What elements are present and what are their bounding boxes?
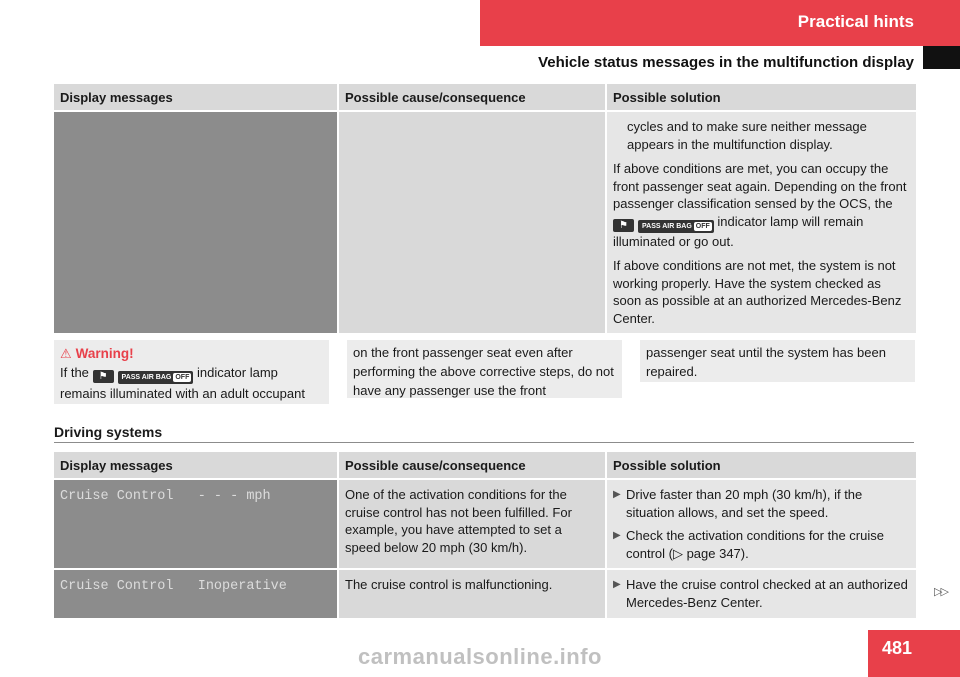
display-message: Cruise Control - - - mph	[60, 489, 271, 504]
off-label: OFF	[175, 374, 190, 381]
warning-box-col1	[54, 340, 329, 404]
header-marker	[923, 46, 960, 69]
solution-step: ▶ Have the cruise control checked at an authorized Mercedes-Benz Center.	[613, 577, 908, 610]
display-message: Cruise Control Inoperative	[60, 579, 287, 594]
seat-occupant-icon: ⚑	[93, 370, 114, 383]
col-header-solution: Possible solution	[607, 452, 916, 478]
solution-text-part: If above conditions are met, you can occupy the front passenger seat again. Depending on the front passenger classification sensed by the OCS, the	[613, 161, 907, 211]
seat-occupant-icon: ⚑	[613, 219, 634, 232]
solution-step: ▶ Drive faster than 20 mph (30 km/h), if the situation allows, and set the speed.	[613, 487, 863, 520]
col-header-cause: Possible cause/consequence	[339, 84, 605, 110]
col-header-display: Display messages	[54, 452, 337, 478]
warning-title: Warning!	[75, 346, 134, 361]
col-header-cause: Possible cause/consequence	[339, 452, 605, 478]
warning-box-col3	[640, 340, 915, 382]
section-divider	[54, 442, 914, 443]
step-arrow-icon: ▶	[613, 579, 621, 590]
solution-cell	[607, 112, 916, 333]
solution-cell	[607, 570, 916, 618]
driving-systems-table	[52, 450, 918, 620]
cause-cell: The cruise control is malfunctioning.	[339, 570, 605, 618]
watermark: carmanualsonline.info	[358, 644, 602, 669]
pass-airbag-label: PASS AIR BAG OFF	[118, 371, 194, 384]
warning-box-col2	[347, 340, 622, 398]
col-header-solution: Possible solution	[607, 84, 916, 110]
chapter-tab	[480, 0, 960, 46]
page-subtitle: Vehicle status messages in the multifunction display	[538, 54, 914, 71]
cause-cell	[339, 112, 605, 333]
solution-text: If above conditions are not met, the system is not working properly. Have the system checked as soon as possible at an authorized Mercedes-Benz Center.	[613, 258, 902, 326]
warning-text: passenger seat until the system has been repaired.	[646, 345, 886, 379]
pass-airbag-off-indicator	[93, 365, 194, 384]
continue-mark-icon: ▷▷	[934, 586, 947, 598]
table-row	[54, 480, 916, 568]
section-title: Driving systems	[54, 424, 163, 440]
step-arrow-icon: ▶	[613, 530, 621, 541]
display-cell	[54, 480, 337, 568]
display-cell	[54, 570, 337, 618]
solution-cell	[607, 480, 916, 568]
display-cell	[54, 112, 337, 333]
status-table-continued	[52, 82, 918, 335]
solution-text	[613, 160, 910, 250]
warning-text: indicator lamp remains illuminated with an adult occupant	[60, 365, 305, 401]
warning-triangle-icon: ⚠	[60, 346, 72, 361]
pass-airbag-label: PASS AIR BAG OFF	[638, 220, 714, 233]
page-number: 481	[882, 638, 913, 658]
cause-cell: One of the activation conditions for the cruise control has not been fulfilled. For example, you have attempted to set a speed below 20 mph (30 km/h).	[339, 480, 605, 568]
warning-text: on the front passenger seat even after performing the above corrective steps, do not have any passenger use the front	[353, 345, 614, 398]
warning-text: If the	[60, 365, 89, 380]
table-row	[54, 570, 916, 618]
solution-step: ▶ Check the activation conditions for the cruise control (▷ page 347).	[613, 528, 884, 561]
off-label: OFF	[695, 222, 710, 230]
solution-text-part: indicator lamp will remain illuminated or go out.	[613, 213, 864, 249]
step-arrow-icon: ▶	[613, 489, 621, 500]
solution-text: cycles and to make sure neither message appears in the multifunction display.	[627, 119, 867, 152]
pass-airbag-off-indicator	[613, 215, 714, 233]
chapter-title: Practical hints	[797, 12, 914, 31]
col-header-display: Display messages	[54, 84, 337, 110]
